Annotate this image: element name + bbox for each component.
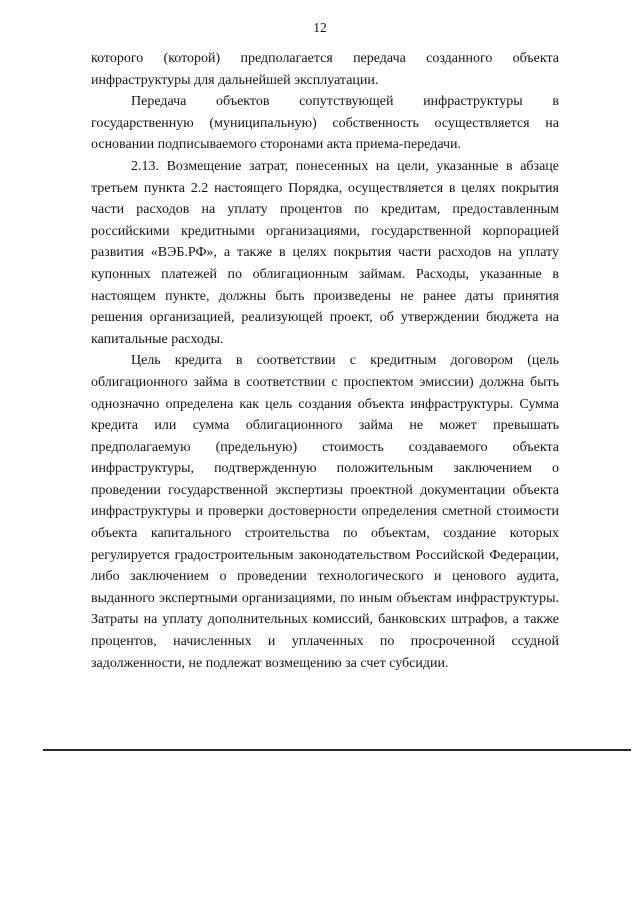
document-body <box>91 48 559 674</box>
paragraph-continuation: которого (которой) предполагается передача созданного объекта инфраструктуры для дальнейшей эксплуатации. <box>91 51 559 88</box>
paragraph-credit-purpose: Цель кредита в соответствии с кредитным договором (цель облигационного займа в соответствии с проспектом эмиссии) должна быть однозначно определена как цель создания объекта инфраструктуры. Сумма кредита или сумма облигационного займа не может превышать предполагаемую (предельную) стоимость создаваемого объекта инфраструктуры, подтвержденную положительным заключением о проведении государственной экспертизы проектной документации объекта инфраструктуры и проверки достоверности определения сметной стоимости объекта капитального строительства по объектам, создание которых регулируется градостроительным законодательством Российской Федерации, либо заключением о проведении технологического и ценового аудита, выданного экспертными организациями, по иным объектам инфраструктуры. Затраты на уплату дополнительных комиссий, банковских штрафов, а также процентов, начисленных и уплаченных по просроченной ссудной задолженности, не подлежат возмещению за счет субсидии. <box>91 353 559 671</box>
bottom-rule <box>43 749 631 751</box>
paragraph-transfer: Передача объектов сопутствующей инфраструктуры в государственную (муниципальную) собственность осуществляется на основании подписываемого сторонами акта приема-передачи. <box>91 94 559 153</box>
paragraph-2-13: 2.13. Возмещение затрат, понесенных на цели, указанные в абзаце третьем пункта 2.2 настоящего Порядка, осуществляется в целях покрытия части расходов на уплату процентов по кредитам, предоставленным российскими кредитными организациями, государственной корпорацией развития «ВЭБ.РФ», а также в целях покрытия части расходов на уплату купонных платежей по облигационным займам. Расходы, указанные в настоящем пункте, должны быть произведены не ранее даты принятия решения организацией, реализующей проект, об утверждении бюджета на капитальные расходы. <box>91 158 559 347</box>
page-number: 12 <box>313 20 327 35</box>
